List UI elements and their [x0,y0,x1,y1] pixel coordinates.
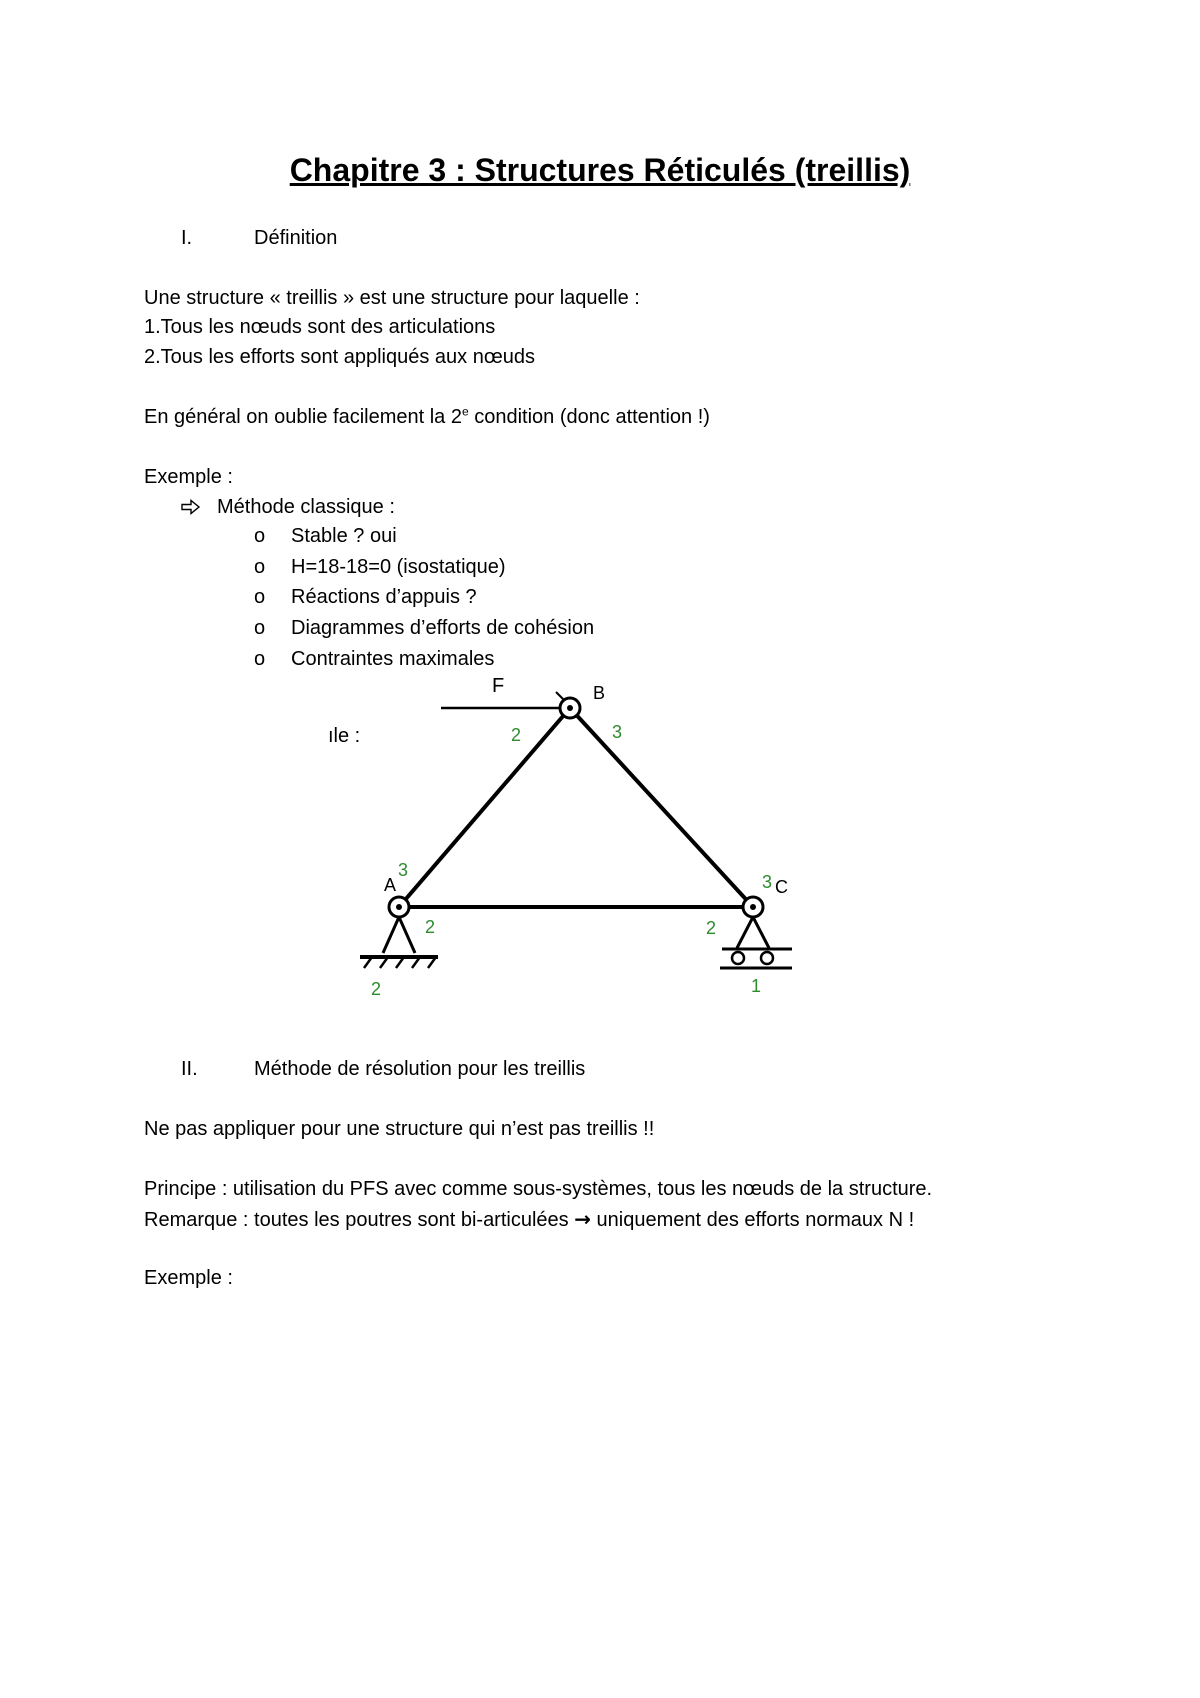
node-c-label: C [775,877,788,897]
support-c-roller-right [761,952,773,964]
dof-number: 2 [511,725,522,745]
definition-intro: Une structure « treillis » est une structure pour laquelle : [144,287,640,309]
section-number: II. [181,1058,198,1080]
example-label: Exemple : [144,466,233,488]
bullet-icon: o [254,525,266,547]
dof-number: 3 [398,860,409,880]
bullet-icon: o [254,617,266,639]
example2-label: Exemple : [144,1267,233,1289]
section-label: Méthode de résolution pour les treillis [254,1058,586,1080]
support-c-roller-left [732,952,744,964]
method-remark [144,1207,914,1232]
node-a-label: A [384,875,397,895]
definition-condition-1: 1.Tous les nœuds sont des articulations [144,316,496,338]
method-principle: Principe : utilisation du PFS avec comme sous-systèmes, tous les nœuds de la structure. [144,1178,933,1200]
node-a-center [396,904,402,910]
dof-number: 2 [706,918,717,938]
dof-number: 2 [425,917,436,937]
node-b-label: B [593,683,606,703]
note-text-end: condition (donc attention !) [468,406,710,428]
node-c-center [750,904,756,910]
note-text-start: En général on oublie facilement la 2 [144,406,462,428]
page-title: Chapitre 3 : Structures Réticulés (treillis) [289,152,911,188]
dof-number: 3 [612,722,623,742]
bullet-text: Contraintes maximales [291,648,495,670]
note-superscript: e [462,404,469,419]
support-a-triangle [383,917,415,953]
node-b-center [567,705,573,711]
section-label: Définition [254,227,338,249]
support-c-triangle [737,917,769,948]
dof-number: 3 [762,872,773,892]
bullet-text: H=18-18=0 (isostatique) [291,556,506,578]
cropped-label: ıle : [328,725,361,747]
method-warning: Ne pas appliquer pour une structure qui n’est pas treillis !! [144,1118,655,1140]
dof-number: 2 [371,979,382,999]
bullet-text: Stable ? oui [291,525,397,547]
definition-condition-2: 2.Tous les efforts sont appliqués aux nœuds [144,346,535,368]
remark-text-end: uniquement des efforts normaux N ! [590,1209,915,1231]
bullet-icon: o [254,648,266,670]
bullet-text: Réactions d’appuis ? [291,586,477,608]
section-number: I. [181,227,193,249]
force-label: F [492,675,505,697]
remark-text-start: Remarque : toutes les poutres sont bi-articulées [144,1209,575,1231]
method-classic-label: Méthode classique : [217,496,395,518]
bullet-icon: o [254,556,266,578]
member-ab [399,708,570,907]
dof-number: 1 [751,976,762,996]
bullet-icon: o [254,586,266,608]
arrow-right-icon: → [574,1207,591,1231]
member-bc [570,708,753,907]
bullet-text: Diagrammes d’efforts de cohésion [291,617,595,639]
